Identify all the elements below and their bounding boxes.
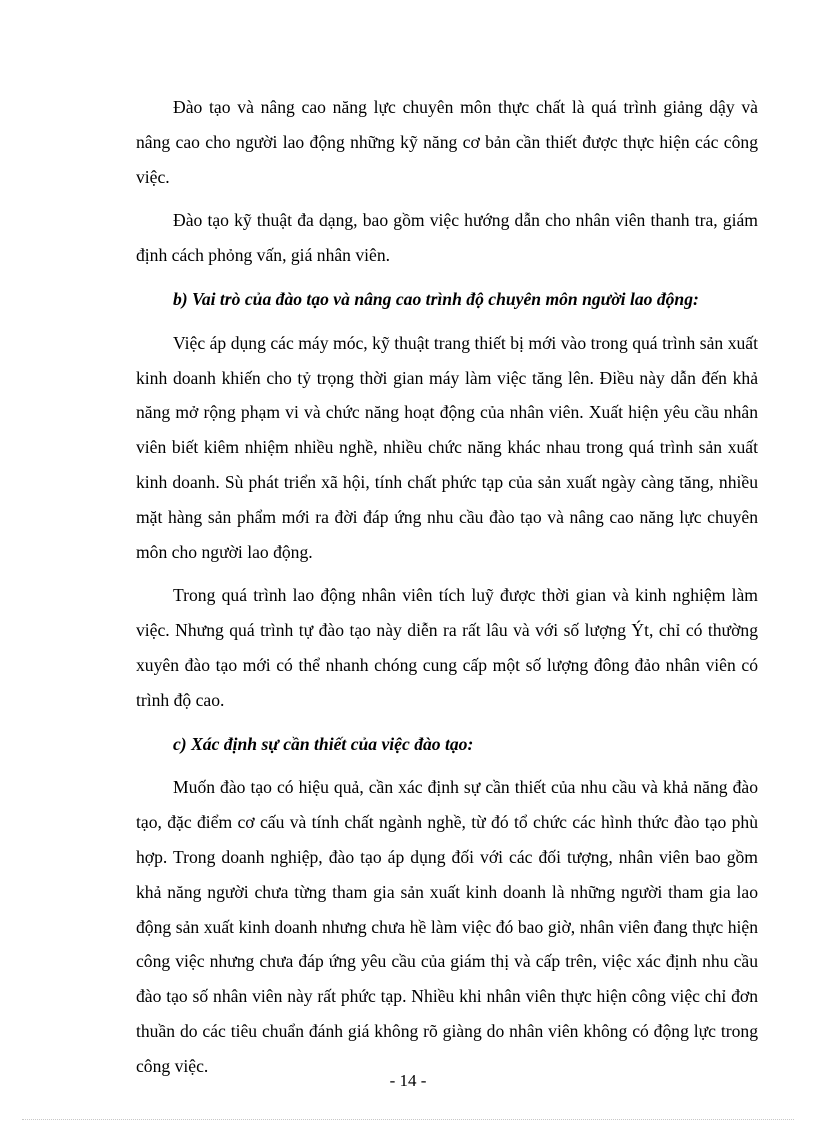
section-heading-c: c) Xác định sự cần thiết của việc đào tạo: bbox=[173, 733, 474, 754]
paragraph-technical-training: Đào tạo kỹ thuật đa dạng, bao gồm việc hướng dẫn cho nhân viên thanh tra, giám định cách phỏng vấn, giá nhân viên. bbox=[136, 210, 758, 266]
page-number: - 14 - bbox=[389, 1071, 427, 1090]
document-body bbox=[136, 90, 758, 1093]
paragraph-machinery: Việc áp dụng các máy móc, kỹ thuật trang thiết bị mới vào trong quá trình sản xuất kinh doanh khiến cho tỷ trọng thời gian máy làm việc tăng lên. Điều này dẫn đến khả năng mở rộng phạm vi và chức năng hoạt động của nhân viên. Xuất hiện yêu cầu nhân viên biết kiêm nhiệm nhiều nghề, nhiều chức năng khác nhau trong quá trình sản xuất kinh doanh. Sù phát triển xã hội, tính chất phức tạp của sản xuất ngày càng tăng, nhiều mặt hàng sản phẩm mới ra đời đáp ứng nhu cầu đào tạo và nâng cao năng lực chuyên môn cho người lao động. bbox=[136, 332, 758, 562]
section-heading-b: b) Vai trò của đào tạo và nâng cao trình độ chuyên môn người lao động: bbox=[173, 288, 699, 309]
paragraph-experience: Trong quá trình lao động nhân viên tích luỹ được thời gian và kinh nghiệm làm việc. Nhưng quá trình tự đào tạo này diễn ra rất lâu và với số lượng Ýt, chỉ có thường xuyên đào tạo mới có thể nhanh chóng cung cấp một số lượng đông đảo nhân viên có trình độ cao. bbox=[136, 585, 758, 710]
page-bottom-divider bbox=[22, 1119, 794, 1120]
paragraph-training-definition: Đào tạo và nâng cao năng lực chuyên môn thực chất là quá trình giảng dậy và nâng cao cho người lao động những kỹ năng cơ bản cần thiết được thực hiện các công việc. bbox=[136, 97, 758, 187]
paragraph-training-needs: Muốn đào tạo có hiệu quả, cần xác định sự cần thiết của nhu cầu và khả năng đào tạo, đặc điểm cơ cấu và tính chất ngành nghề, từ đó tổ chức các hình thức đào tạo phù hợp. Trong doanh nghiệp, đào tạo áp dụng đối với các đối tượng, nhân viên bao gồm khả năng người chưa từng tham gia sản xuất kinh doanh là những người tham gia lao động sản xuất kinh doanh nhưng chưa hề làm việc đó bao giờ, nhân viên đang thực hiện công việc nhưng chưa đáp ứng yêu cầu của giám thị và cấp trên, việc xác định nhu cầu đào tạo số nhân viên này rất phức tạp. Nhiều khi nhân viên thực hiện công việc chỉ đơn thuần do các tiêu chuẩn đánh giá không rõ giàng do nhân viên không có động lực trong công việc. bbox=[136, 777, 758, 1076]
